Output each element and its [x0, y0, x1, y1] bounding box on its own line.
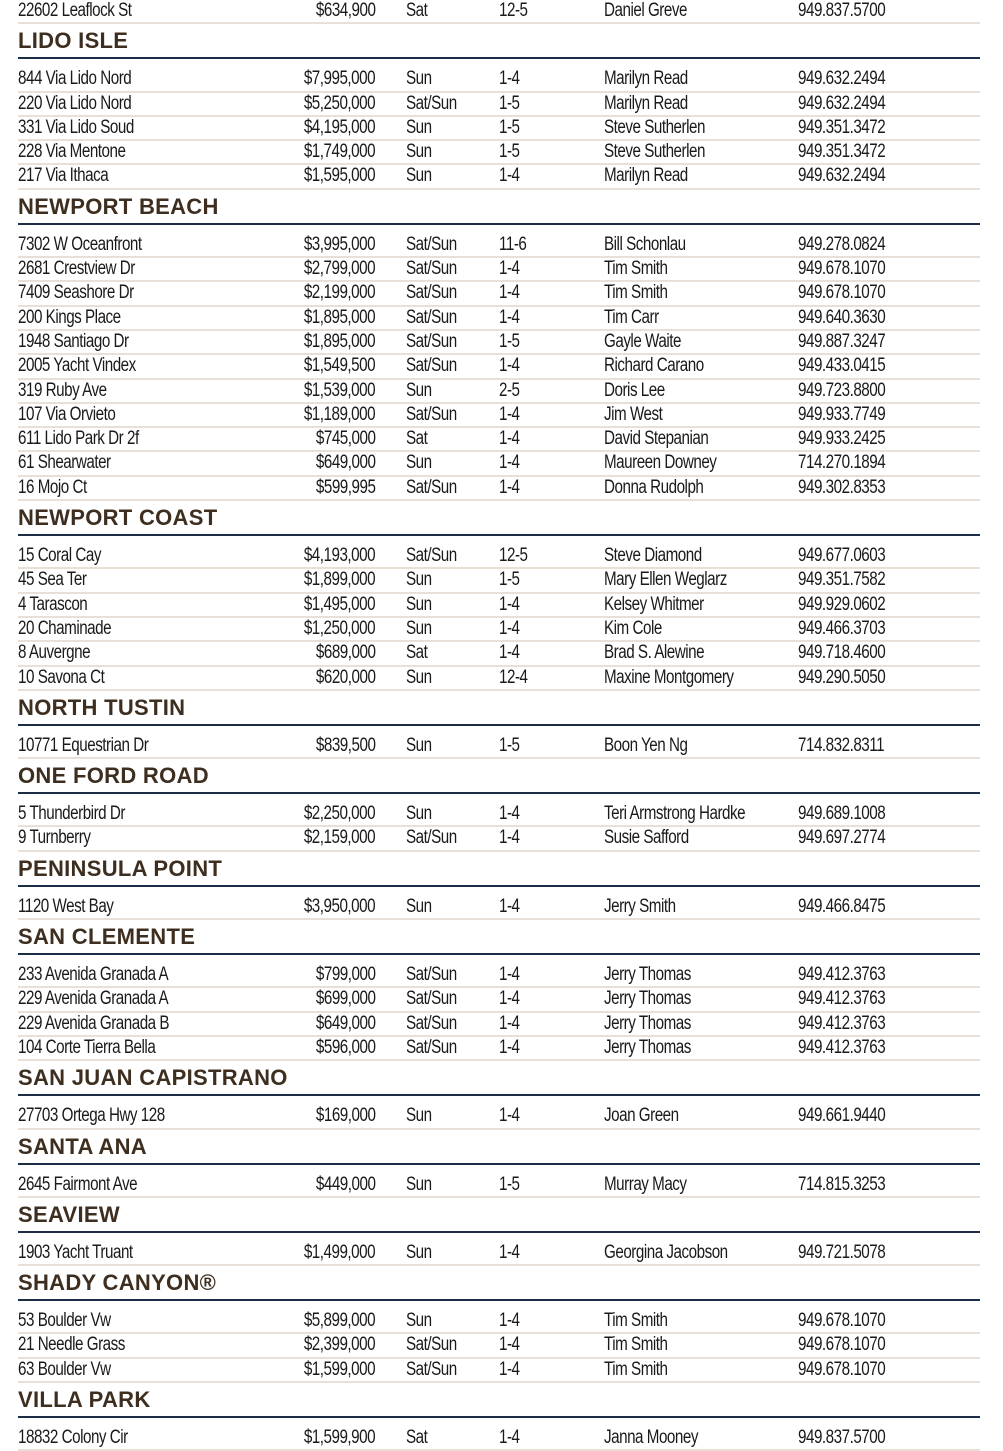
listing-row: [18, 827, 980, 851]
listing-phone: 949.351.3472: [798, 141, 886, 163]
listing-time: 1-4: [499, 895, 520, 917]
listing-price: $649,000: [315, 452, 375, 474]
listing-row: [18, 68, 980, 92]
listing-row: [18, 1037, 980, 1061]
listing-address: 844 Via Lido Nord: [18, 68, 132, 90]
listing-row: [18, 896, 980, 920]
listing-phone: 949.640.3630: [798, 306, 886, 328]
listing-phone: 949.929.0602: [798, 593, 886, 615]
listing-address: 22602 Leaflock St: [18, 0, 132, 21]
listing-day: Sat: [406, 642, 428, 664]
listing-address: 4 Tarascon: [18, 593, 88, 615]
listing-phone: 949.697.2774: [798, 827, 886, 849]
listing-day: Sat/Sun: [406, 545, 457, 567]
listing-price: $1,549,500: [303, 355, 375, 377]
listing-phone: 949.718.4600: [798, 642, 886, 664]
listing-row: [18, 234, 980, 258]
listing-price: $7,995,000: [303, 68, 375, 90]
listing-day: Sat/Sun: [406, 964, 457, 986]
listing-row: [18, 282, 980, 306]
listing-day: Sat/Sun: [406, 988, 457, 1010]
listing-price: $1,599,000: [303, 1358, 375, 1380]
listing-time: 1-5: [499, 116, 520, 138]
listing-row: [18, 117, 980, 141]
listing-agent: Bill Schonlau: [604, 233, 686, 255]
listing-price: $634,900: [315, 0, 375, 21]
listing-day: Sat/Sun: [406, 282, 457, 304]
listing-time: 1-4: [499, 803, 520, 825]
listing-agent: Tim Smith: [604, 282, 668, 304]
listing-price: $3,950,000: [303, 895, 375, 917]
listing-row: [18, 988, 980, 1012]
listing-row: [18, 428, 980, 452]
listing-day: Sat/Sun: [406, 92, 457, 114]
listing-address: 611 Lido Park Dr 2f: [18, 428, 139, 450]
listing-agent: Richard Carano: [604, 355, 704, 377]
section-san-juan-capistrano: [18, 1063, 980, 1129]
listing-day: Sat/Sun: [406, 476, 457, 498]
listing-day: Sun: [406, 1105, 432, 1127]
listing-day: Sat/Sun: [406, 827, 457, 849]
listing-address: 10 Savona Ct: [18, 666, 105, 688]
listing-agent: Brad S. Alewine: [604, 642, 705, 664]
listing-row: [18, 1427, 980, 1451]
listing-address: 1120 West Bay: [18, 895, 114, 917]
listing-phone: 949.661.9440: [798, 1105, 886, 1127]
listing-price: $1,895,000: [303, 330, 375, 352]
listing-time: 1-5: [499, 141, 520, 163]
open-house-listings: [18, 0, 980, 1451]
listing-agent: Tim Smith: [604, 1310, 668, 1332]
listing-time: 1-4: [499, 1241, 520, 1263]
listing-day: Sun: [406, 593, 432, 615]
listing-time: 1-4: [499, 988, 520, 1010]
listing-phone: 949.290.5050: [798, 666, 886, 688]
listing-address: 5 Thunderbird Dr: [18, 803, 125, 825]
listing-day: Sun: [406, 141, 432, 163]
listing-day: Sun: [406, 1241, 432, 1263]
listing-phone: 714.832.8311: [798, 734, 885, 756]
listing-phone: 949.466.8475: [798, 895, 886, 917]
section-newport-beach: [18, 192, 980, 501]
listing-day: Sun: [406, 569, 432, 591]
section-heading: SAN JUAN CAPISTRANO: [18, 1063, 980, 1096]
listing-phone: 949.412.3763: [798, 1036, 886, 1058]
listing-agent: Maureen Downey: [604, 452, 717, 474]
listing-time: 1-4: [499, 258, 520, 280]
listing-phone: 949.351.7582: [798, 569, 886, 591]
listing-time: 1-5: [499, 569, 520, 591]
listing-time: 1-5: [499, 92, 520, 114]
listing-row: [18, 735, 980, 759]
listing-day: Sun: [406, 68, 432, 90]
listing-row: [18, 141, 980, 165]
listing-phone: 949.933.7749: [798, 403, 886, 425]
listing-row: [18, 1174, 980, 1198]
listing-time: 1-4: [499, 617, 520, 639]
listing-agent: Susie Safford: [604, 827, 689, 849]
listing-agent: Daniel Greve: [604, 0, 687, 21]
section-north-tustin: [18, 693, 980, 759]
listing-time: 1-4: [499, 403, 520, 425]
section-heading: LIDO ISLE: [18, 26, 980, 59]
listing-phone: 714.270.1894: [798, 452, 886, 474]
listing-agent: Murray Macy: [604, 1173, 687, 1195]
listing-address: 2005 Yacht Vindex: [18, 355, 136, 377]
listing-agent: Tim Carr: [604, 306, 659, 328]
listing-phone: 949.887.3247: [798, 330, 886, 352]
listing-address: 27703 Ortega Hwy 128: [18, 1105, 165, 1127]
listing-row: [18, 1013, 980, 1037]
listing-day: Sun: [406, 116, 432, 138]
listing-phone: 949.351.3472: [798, 116, 886, 138]
listing-agent: Tim Smith: [604, 1334, 668, 1356]
listing-price: $1,189,000: [303, 403, 375, 425]
listing-time: 1-4: [499, 642, 520, 664]
listing-agent: Tim Smith: [604, 1358, 668, 1380]
listing-agent: Marilyn Read: [604, 92, 688, 114]
listing-row: [18, 1359, 980, 1383]
listing-address: 228 Via Mentone: [18, 141, 126, 163]
listing-price: $1,749,000: [303, 141, 375, 163]
listing-address: 2645 Fairmont Ave: [18, 1173, 138, 1195]
listing-time: 1-4: [499, 306, 520, 328]
listing-row: [18, 0, 980, 24]
listing-row: [18, 618, 980, 642]
listing-address: 200 Kings Place: [18, 306, 121, 328]
listing-time: 1-4: [499, 476, 520, 498]
listing-agent: Janna Mooney: [604, 1426, 698, 1448]
listing-phone: 949.837.5700: [798, 1426, 886, 1448]
listing-agent: Jerry Thomas: [604, 1036, 691, 1058]
listing-phone: 949.632.2494: [798, 165, 886, 187]
section-heading: VILLA PARK: [18, 1385, 980, 1418]
listing-price: $745,000: [315, 428, 375, 450]
listing-price: $799,000: [315, 964, 375, 986]
listing-day: Sun: [406, 895, 432, 917]
listing-phone: 949.678.1070: [798, 258, 886, 280]
listing-time: 1-4: [499, 282, 520, 304]
listing-phone: 949.678.1070: [798, 1358, 886, 1380]
listing-address: 9 Turnberry: [18, 827, 91, 849]
listing-day: Sun: [406, 165, 432, 187]
listing-day: Sat/Sun: [406, 1012, 457, 1034]
listing-address: 104 Corte Tierra Bella: [18, 1036, 156, 1058]
listing-address: 53 Boulder Vw: [18, 1310, 111, 1332]
listing-address: 20 Chaminade: [18, 617, 112, 639]
listing-agent: Doris Lee: [604, 379, 665, 401]
listing-phone: 949.412.3763: [798, 988, 886, 1010]
listing-address: 8 Auvergne: [18, 642, 91, 664]
section-lido-isle: [18, 26, 980, 189]
listing-price: $1,599,900: [303, 1426, 375, 1448]
listing-agent: Jerry Thomas: [604, 988, 691, 1010]
listing-agent: Teri Armstrong Hardke: [604, 803, 746, 825]
listing-price: $3,995,000: [303, 233, 375, 255]
listing-agent: Mary Ellen Weglarz: [604, 569, 727, 591]
listing-day: Sun: [406, 452, 432, 474]
listing-time: 1-4: [499, 1426, 520, 1448]
listing-price: $620,000: [315, 666, 375, 688]
listing-row: [18, 545, 980, 569]
listing-day: Sun: [406, 666, 432, 688]
listing-price: $2,250,000: [303, 803, 375, 825]
listing-agent: Boon Yen Ng: [604, 734, 688, 756]
listing-agent: Gayle Waite: [604, 330, 681, 352]
listing-agent: Kim Cole: [604, 617, 662, 639]
listing-price: $649,000: [315, 1012, 375, 1034]
listing-address: 7302 W Oceanfront: [18, 233, 142, 255]
listing-time: 1-4: [499, 68, 520, 90]
listing-row: [18, 1334, 980, 1358]
listing-row: [18, 380, 980, 404]
section-one-ford-road: [18, 761, 980, 852]
listing-agent: David Stepanian: [604, 428, 709, 450]
listing-time: 11-6: [499, 233, 527, 255]
listing-address: 233 Avenida Granada A: [18, 964, 169, 986]
section-seaview: [18, 1200, 980, 1266]
listing-day: Sun: [406, 803, 432, 825]
listing-row: [18, 331, 980, 355]
sections-container: [18, 26, 980, 1451]
listing-phone: 949.721.5078: [798, 1241, 886, 1263]
listing-phone: 949.933.2425: [798, 428, 886, 450]
listing-time: 1-4: [499, 1334, 520, 1356]
listing-price: $2,159,000: [303, 827, 375, 849]
listing-time: 12-4: [499, 666, 528, 688]
listing-day: Sat: [406, 1426, 428, 1448]
listing-address: 21 Needle Grass: [18, 1334, 125, 1356]
listing-price: $2,799,000: [303, 258, 375, 280]
listing-day: Sun: [406, 734, 432, 756]
listing-day: Sat/Sun: [406, 233, 457, 255]
listing-price: $5,899,000: [303, 1310, 375, 1332]
listing-time: 1-4: [499, 827, 520, 849]
listing-address: 18832 Colony Cir: [18, 1426, 128, 1448]
listing-row: [18, 667, 980, 691]
listing-address: 229 Avenida Granada A: [18, 988, 169, 1010]
listing-agent: Jerry Smith: [604, 895, 676, 917]
section-heading: SANTA ANA: [18, 1132, 980, 1165]
listing-phone: 949.678.1070: [798, 1334, 886, 1356]
listing-day: Sat/Sun: [406, 355, 457, 377]
listing-time: 12-5: [499, 545, 528, 567]
listing-agent: Steve Sutherlen: [604, 116, 705, 138]
listing-agent: Joan Green: [604, 1105, 679, 1127]
listing-agent: Maxine Montgomery: [604, 666, 734, 688]
listing-address: 10771 Equestrian Dr: [18, 734, 149, 756]
listing-agent: Jim West: [604, 403, 663, 425]
listing-phone: 949.302.8353: [798, 476, 886, 498]
section-heading: SHADY CANYON®: [18, 1268, 980, 1301]
listing-row: [18, 355, 980, 379]
listing-row: [18, 1310, 980, 1334]
listing-row: [18, 258, 980, 282]
listing-address: 63 Boulder Vw: [18, 1358, 111, 1380]
listing-price: $599,995: [315, 476, 375, 498]
listing-price: $689,000: [315, 642, 375, 664]
listing-phone: 949.466.3703: [798, 617, 886, 639]
listing-address: 319 Ruby Ave: [18, 379, 107, 401]
listing-address: 2681 Crestview Dr: [18, 258, 135, 280]
listing-row: [18, 1242, 980, 1266]
section-heading: NORTH TUSTIN: [18, 693, 980, 726]
listing-row: [18, 165, 980, 189]
listing-time: 2-5: [499, 379, 520, 401]
listing-time: 1-4: [499, 428, 520, 450]
listing-day: Sat: [406, 0, 428, 21]
listing-price: $1,899,000: [303, 569, 375, 591]
listing-address: 45 Sea Ter: [18, 569, 87, 591]
section-heading: NEWPORT COAST: [18, 503, 980, 536]
listing-phone: 949.632.2494: [798, 68, 886, 90]
listing-price: $4,193,000: [303, 545, 375, 567]
listing-row: [18, 404, 980, 428]
listing-row: [18, 964, 980, 988]
listing-address: 61 Shearwater: [18, 452, 111, 474]
listing-day: Sat/Sun: [406, 330, 457, 352]
section-heading: PENINSULA POINT: [18, 854, 980, 887]
listing-day: Sat/Sun: [406, 403, 457, 425]
listing-phone: 949.678.1070: [798, 1310, 886, 1332]
listing-phone: 949.433.0415: [798, 355, 886, 377]
section-newport-coast: [18, 503, 980, 691]
listing-day: Sun: [406, 1310, 432, 1332]
listing-day: Sat/Sun: [406, 1036, 457, 1058]
listing-address: 220 Via Lido Nord: [18, 92, 132, 114]
listing-time: 1-4: [499, 165, 520, 187]
listing-price: $1,595,000: [303, 165, 375, 187]
listing-time: 1-4: [499, 452, 520, 474]
section-santa-ana: [18, 1132, 980, 1198]
listing-agent: Steve Sutherlen: [604, 141, 705, 163]
listing-row: [18, 642, 980, 666]
listing-row: [18, 569, 980, 593]
listing-price: $839,500: [315, 734, 375, 756]
listing-row: [18, 594, 980, 618]
listing-address: 217 Via Ithaca: [18, 165, 109, 187]
listing-time: 1-4: [499, 1105, 520, 1127]
listing-row: [18, 803, 980, 827]
listing-phone: 949.678.1070: [798, 282, 886, 304]
section-villa-park: [18, 1385, 980, 1451]
listing-address: 229 Avenida Granada B: [18, 1012, 170, 1034]
listing-address: 107 Via Orvieto: [18, 403, 116, 425]
listing-price: $1,539,000: [303, 379, 375, 401]
listing-agent: Tim Smith: [604, 258, 668, 280]
listing-price: $1,495,000: [303, 593, 375, 615]
listing-day: Sat: [406, 428, 428, 450]
listing-price: $5,250,000: [303, 92, 375, 114]
listing-phone: 949.837.5700: [798, 0, 886, 21]
listing-time: 1-5: [499, 330, 520, 352]
listing-price: $1,895,000: [303, 306, 375, 328]
listing-address: 331 Via Lido Soud: [18, 116, 134, 138]
listing-address: 7409 Seashore Dr: [18, 282, 134, 304]
listing-price: $699,000: [315, 988, 375, 1010]
listing-address: 16 Mojo Ct: [18, 476, 87, 498]
listing-phone: 949.632.2494: [798, 92, 886, 114]
listing-row: [18, 477, 980, 501]
listing-agent: Jerry Thomas: [604, 1012, 691, 1034]
listing-agent: Georgina Jacobson: [604, 1241, 728, 1263]
section-heading: SAN CLEMENTE: [18, 922, 980, 955]
listing-day: Sat/Sun: [406, 1334, 457, 1356]
section-heading: NEWPORT BEACH: [18, 192, 980, 225]
listing-phone: 949.412.3763: [798, 964, 886, 986]
section-heading: SEAVIEW: [18, 1200, 980, 1233]
listing-agent: Marilyn Read: [604, 68, 688, 90]
listing-time: 1-4: [499, 355, 520, 377]
listing-price: $1,250,000: [303, 617, 375, 639]
listing-phone: 714.815.3253: [798, 1173, 886, 1195]
section-heading: ONE FORD ROAD: [18, 761, 980, 794]
listing-row: [18, 452, 980, 476]
listing-day: Sat/Sun: [406, 1358, 457, 1380]
listing-price: $596,000: [315, 1036, 375, 1058]
listing-time: 1-4: [499, 1012, 520, 1034]
listing-day: Sun: [406, 379, 432, 401]
listing-price: $2,399,000: [303, 1334, 375, 1356]
listing-time: 1-4: [499, 1310, 520, 1332]
listing-address: 15 Coral Cay: [18, 545, 101, 567]
listing-phone: 949.412.3763: [798, 1012, 886, 1034]
listing-address: 1903 Yacht Truant: [18, 1241, 133, 1263]
listing-phone: 949.278.0824: [798, 233, 886, 255]
listing-time: 1-5: [499, 1173, 520, 1195]
listing-day: Sat/Sun: [406, 306, 457, 328]
listing-price: $169,000: [315, 1105, 375, 1127]
listing-day: Sun: [406, 617, 432, 639]
listing-time: 1-5: [499, 734, 520, 756]
section-peninsula-point: [18, 854, 980, 920]
listing-time: 1-4: [499, 1036, 520, 1058]
listing-phone: 949.689.1008: [798, 803, 886, 825]
listing-row: [18, 1105, 980, 1129]
listing-agent: Donna Rudolph: [604, 476, 704, 498]
section-san-clemente: [18, 922, 980, 1061]
listing-agent: Jerry Thomas: [604, 964, 691, 986]
listing-agent: Kelsey Whitmer: [604, 593, 704, 615]
listing-phone: 949.677.0603: [798, 545, 886, 567]
listing-agent: Steve Diamond: [604, 545, 702, 567]
leading-rows: [18, 0, 980, 24]
listing-address: 1948 Santiago Dr: [18, 330, 129, 352]
listing-row: [18, 93, 980, 117]
section-shady-canyon: [18, 1268, 980, 1383]
listing-time: 1-4: [499, 964, 520, 986]
listing-price: $449,000: [315, 1173, 375, 1195]
listing-agent: Marilyn Read: [604, 165, 688, 187]
listing-price: $1,499,000: [303, 1241, 375, 1263]
listing-time: 12-5: [499, 0, 528, 21]
listing-day: Sun: [406, 1173, 432, 1195]
listing-price: $2,199,000: [303, 282, 375, 304]
listing-day: Sat/Sun: [406, 258, 457, 280]
listing-phone: 949.723.8800: [798, 379, 886, 401]
listing-row: [18, 307, 980, 331]
listing-time: 1-4: [499, 593, 520, 615]
listing-price: $4,195,000: [303, 116, 375, 138]
listing-time: 1-4: [499, 1358, 520, 1380]
